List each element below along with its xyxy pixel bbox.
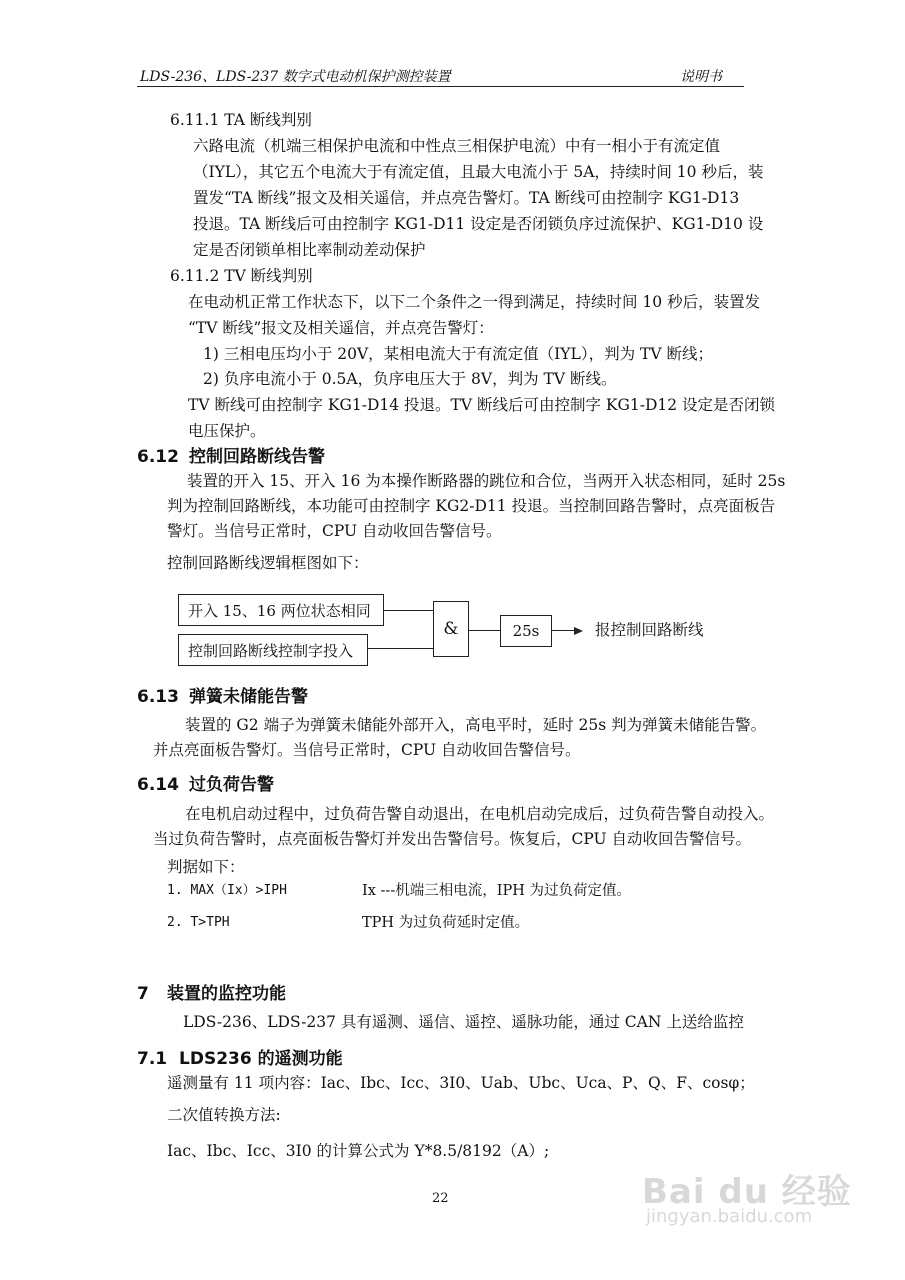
section-title: 装置的监控功能 xyxy=(167,984,286,1004)
paragraph-line: 遥测量有 11 项内容：Iac、Ibc、Icc、3I0、Uab、Ubc、Uca、P、Q、F、cosφ； xyxy=(167,1074,755,1092)
list-item: 2) 负序电流小于 0.5A，负序电压大于 8V，判为 TV 断线。 xyxy=(203,370,617,388)
paragraph-line: LDS-236、LDS-237 具有遥测、遥信、遥控、遥脉功能，通过 CAN 上送给监控 xyxy=(183,1013,744,1031)
paragraph-line: 二次值转换方法: xyxy=(167,1106,281,1124)
section-heading-7 xyxy=(137,979,286,1004)
header-title: LDS-236、LDS-237 数字式电动机保护测控装置 xyxy=(140,69,451,85)
watermark-url: jingyan.baidu.com xyxy=(646,1206,813,1227)
paragraph-line: 装置的 G2 端子为弹簧未储能外部开入，高电平时，延时 25s 判为弹簧未储能告警。 xyxy=(185,716,767,734)
diagram-output-label: 报控制回路断线 xyxy=(595,621,704,639)
connector-line xyxy=(552,630,574,631)
header-rule xyxy=(137,86,744,87)
paragraph-line: 判为控制回路断线，本功能可由控制字 KG2-D11 投退。当控制回路告警时，点亮面板告 xyxy=(167,497,776,515)
section-heading-6-12 xyxy=(137,442,325,467)
section-heading-6-14 xyxy=(137,770,274,795)
paragraph-line: 在电动机正常工作状态下，以下二个条件之一得到满足，持续时间 10 秒后，装置发 xyxy=(188,293,761,311)
section-number: 7.1 xyxy=(137,1049,168,1069)
criteria-right: Ix ---机端三相电流，IPH 为过负荷定值。 xyxy=(362,883,631,899)
paragraph-line: 在电机启动过程中，过负荷告警自动退出，在电机启动完成后，过负荷告警自动投入。 xyxy=(185,805,775,823)
watermark-logo: Bai du 经验 xyxy=(642,1172,852,1212)
paragraph-line: （IYL），其它五个电流大于有流定值，且最大电流小于 5A，持续时间 10 秒后，装 xyxy=(193,163,764,181)
section-title: 控制回路断线告警 xyxy=(189,447,325,467)
page-number: 22 xyxy=(432,1191,449,1206)
section-heading-6-13 xyxy=(137,682,308,707)
section-title: 过负荷告警 xyxy=(189,775,274,795)
and-gate-box: & xyxy=(433,601,469,657)
section-number: 6.13 xyxy=(137,687,179,707)
criteria-left: 1. MAX（Ix）>IPH xyxy=(167,883,287,898)
paragraph-line: 定是否闭锁单相比率制动差动保护 xyxy=(193,241,426,259)
subsection-heading-6-11-2: 6.11.2 TV 断线判别 xyxy=(170,267,313,285)
paragraph-line: TV 断线可由控制字 KG1-D14 投退。TV 断线后可由控制字 KG1-D12 设定是否闭锁 xyxy=(188,396,776,414)
criteria-right: TPH 为过负荷延时定值。 xyxy=(362,915,530,931)
timer-box: 25s xyxy=(500,615,552,647)
arrow-icon xyxy=(574,627,583,635)
section-number: 6.12 xyxy=(137,447,179,467)
diagram-intro: 控制回路断线逻辑框图如下： xyxy=(167,554,369,572)
paragraph-line: 并点亮面板告警灯。当信号正常时，CPU 自动收回告警信号。 xyxy=(153,741,581,759)
diagram-input-box: 控制回路断线控制字投入 xyxy=(178,634,368,666)
paragraph-line: 警灯。当信号正常时，CPU 自动收回告警信号。 xyxy=(167,522,502,540)
section-number: 6.14 xyxy=(137,775,179,795)
criteria-intro: 判据如下： xyxy=(167,858,245,876)
section-heading-7-1 xyxy=(137,1044,343,1069)
paragraph-line: 六路电流（机端三相保护电流和中性点三相保护电流）中有一相小于有流定值 xyxy=(193,137,721,155)
connector-line xyxy=(384,610,433,611)
paragraph-line: Iac、Ibc、Icc、3I0 的计算公式为 Y*8.5/8192（A）; xyxy=(167,1142,550,1160)
section-title: LDS236 的遥测功能 xyxy=(179,1049,343,1069)
paragraph-line: 装置的开入 15、开入 16 为本操作断路器的跳位和合位，当两开入状态相同，延时 25s xyxy=(187,472,786,490)
header-right: 说明书 xyxy=(680,69,722,85)
paragraph-line: 置发“TA 断线”报文及相关遥信，并点亮告警灯。TA 断线可由控制字 KG1-D13 xyxy=(193,189,740,207)
list-item: 1) 三相电压均小于 20V，某相电流大于有流定值（IYL），判为 TV 断线； xyxy=(203,345,713,363)
paragraph-line: “TV 断线”报文及相关遥信，并点亮告警灯： xyxy=(188,319,494,337)
paragraph-line: 电压保护。 xyxy=(188,422,266,440)
paragraph-line: 当过负荷告警时，点亮面板告警灯并发出告警信号。恢复后，CPU 自动收回告警信号。 xyxy=(153,830,752,848)
paragraph-line: 投退。TA 断线后可由控制字 KG1-D11 设定是否闭锁负序过流保护、KG1-D10 设 xyxy=(193,215,764,233)
subsection-heading-6-11-1: 6.11.1 TA 断线判别 xyxy=(170,111,312,129)
connector-line xyxy=(469,630,500,631)
diagram-input-box: 开入 15、16 两位状态相同 xyxy=(178,594,384,626)
criteria-left: 2. T>TPH xyxy=(167,915,230,930)
connector-line xyxy=(368,648,433,649)
section-number: 7 xyxy=(137,984,149,1004)
section-title: 弹簧未储能告警 xyxy=(189,687,308,707)
